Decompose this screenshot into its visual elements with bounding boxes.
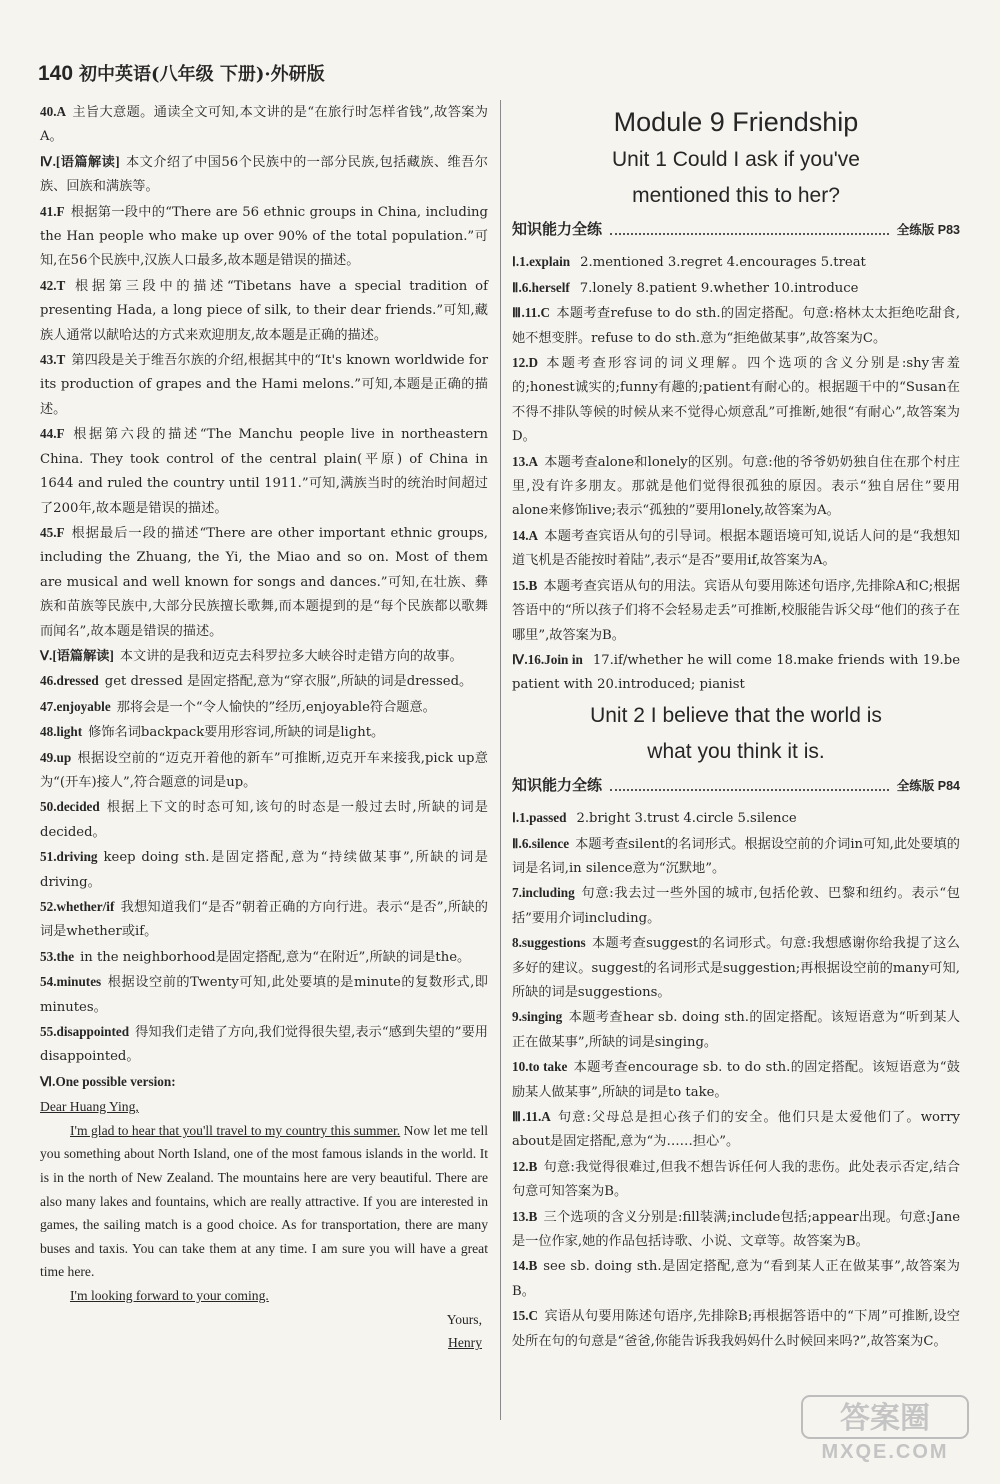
answer-item: 14.B see sb. doing sth.是固定搭配,意为“看到某人正在做某事”,故答案为B。: [512, 1258, 960, 1299]
answer-item: Ⅰ.1.explain 2.mentioned 3.regret 4.encourages 5.treat: [512, 254, 866, 271]
answer-item: 50.decided 根据上下文的时态可知,该句的时态是一般过去时,所缺的词是decided。: [40, 799, 488, 840]
letter-body: I'm glad to hear that you'll travel to my country this summer. Now let me tell you something about North Island, one of the most famous islands in the world. It is in the north of New Zealand. The mountains here are very beautiful. There are also many lakes and fountains, which are really attractive. If you are interested in games, the sailing match is a good choice. As for transportation, there are many buses and taxis. You can take them at any time. I am sure you will have a great time here.: [40, 1122, 489, 1280]
column-divider: [500, 100, 501, 1420]
answer-item: 13.A 本题考查alone和lonely的区别。句意:他的爷爷奶奶独自住在那个村庄里,没有许多朋友。那就是他们觉得很孤独的原因。表示“独自居住”要用alone来修饰live;表示“孤独的”要用lonely,故答案为A。: [512, 453, 960, 519]
module-title: Module 9 Friendship: [613, 107, 859, 137]
answer-item: 12.B 句意:我觉得很难过,但我不想告诉任何人我的悲伤。此处表示否定,结合句意可知答案为B。: [512, 1158, 960, 1200]
answer-item: 44.F 根据第六段的描述“The Manchu people live in northeastern China. They took control of the central plain(平原) of China in 1644 and ruled the country until 1911.”可知,满族当时的统治时间超过了200年,故本题是错误的描述。: [40, 426, 488, 516]
answer-item: 47.enjoyable 那将会是一个“令人愉快的”经历,enjoyable符合题意。: [40, 698, 436, 715]
answer-item: Ⅱ.6.herself 7.lonely 8.patient 9.whether 10.introduce: [512, 279, 859, 296]
answer-item: 10.to take 本题考查encourage sb. to do sth.的固定搭配。该短语意为“鼓励某人做某事”,所缺的词是to take。: [512, 1059, 960, 1100]
answer-item: Ⅰ.1.passed 2.bright 3.trust 4.circle 5.silence: [512, 810, 797, 827]
left-column: [40, 100, 488, 1355]
page-number: 140: [38, 62, 74, 85]
answer-item: Ⅳ.16.Join in 17.if/whether he will come 18.make friends with 19.be patient with 20.introduced; pianist: [512, 651, 960, 693]
unit2-title: Unit 2 I believe that the world is: [590, 703, 882, 727]
answer-item: Ⅲ.11.A 句意:父母总是担心孩子们的安全。他们只是太爱他们了。worry about是固定搭配,意为“为……担心”。: [512, 1109, 960, 1150]
answer-item: Ⅴ.[语篇解读] 本文讲的是我和迈克去科罗拉多大峡谷时走错方向的故事。: [40, 647, 463, 664]
letter-salutation: Dear Huang Ying,: [40, 1099, 139, 1115]
letter-closing-sentence: I'm looking forward to your coming.: [70, 1288, 269, 1303]
letter-signature: Henry: [448, 1335, 482, 1351]
answer-item: 48.light 修饰名词backpack要用形容词,所缺的词是light。: [40, 724, 385, 741]
answer-item: 41.F 根据第一段中的“There are 56 ethnic groups in China, including the Han people who make up over 90% of the total population.”可知,在56个民族中,汉族人口最多,故本题是错误的描述。: [40, 203, 488, 269]
answer-item: 14.A 本题考查宾语从句的引导词。根据本题语境可知,说话人问的是“我想知道飞机是否能按时着陆”,表示“是否”要用if,故答案为A。: [512, 527, 960, 569]
answer-item: 43.T 第四段是关于维吾尔族的介绍,根据其中的“It's known worldwide for its production of grapes and the Hami melons.”可知,本题是正确的描述。: [40, 352, 488, 417]
answer-item: Ⅱ.6.silence 本题考查silent的名词形式。根据设空前的介词in可知,此处要填的词是名词,in silence意为“沉默地”。: [512, 835, 960, 876]
answer-item: 49.up 根据设空前的“迈克开着他的新车”可推断,迈克开车来接我,pick up意为“(开车)接人”,符合题意的词是up。: [40, 749, 488, 790]
answer-item: 45.F 根据最后一段的描述“There are other important ethnic groups, including the Zhuang, the Yi, the Miao and so on. Most of them are musical and well known for songs and dances.”可知,在壮族、彝族和苗族等民族中,大部分民族擅长歌舞,而本题提到的是“每个民族都以歌舞而闻名”,故本题是错误的描述。: [40, 524, 488, 639]
section-header: 知识能力全练 全练版 P84: [512, 776, 960, 794]
right-column: [512, 100, 960, 1354]
answer-item: 51.driving keep doing sth.是固定搭配,意为“持续做某事”,所缺的词是driving。: [40, 849, 488, 890]
answer-item: Ⅲ.11.C 本题考查refuse to do sth.的固定搭配。句意:格林太太拒绝吃甜食,她不想变胖。refuse to do sth.意为“拒绝做某事”,故答案为C。: [512, 305, 961, 346]
answer-item: 42.T 根据第三段中的描述“Tibetans have a special tradition of presenting Hada, a long piece of silk, to their dear friends.”可知,藏族人通常以献哈达的方式来欢迎朋友,故本题是正确的描述。: [40, 277, 488, 343]
answer-item: 8.suggestions 本题考查suggest的名词形式。句意:我想感谢你给我提了这么多好的建议。suggest的名词形式是suggestion;再根据设空前的many可知,所缺的词是suggestions。: [512, 935, 960, 1000]
answer-item: 13.B 三个选项的含义分别是:fill装满;include包括;appear出现。句意:Jane是一位作家,她的作品包括诗歌、小说、文章等。故答案为B。: [512, 1208, 960, 1250]
unit1-title-line2: mentioned this to her?: [632, 184, 840, 207]
answer-item: 55.disappointed 得知我们走错了方向,我们觉得很失望,表示“感到失望的”要用disappointed。: [40, 1024, 488, 1065]
answer-item: 54.minutes 根据设空前的Twenty可知,此处要填的是minute的复数形式,即minutes。: [40, 974, 488, 1015]
answer-item: 15.C 宾语从句要用陈述句语序,先排除B;再根据答语中的“下周”可推断,设空处所在句的句意是“爸爸,你能告诉我我妈妈什么时候回来吗?”,故答案为C。: [512, 1308, 960, 1349]
page-header: [38, 60, 498, 90]
answer-item: 40.A 主旨大意题。通读全文可知,本文讲的是“在旅行时怎样省钱”,故答案为A。: [40, 104, 488, 145]
answer-item: 9.singing 本题考查hear sb. doing sth.的固定搭配。该短语意为“听到某人正在做某事”,所缺的词是singing。: [512, 1009, 960, 1050]
answer-item: 53.the in the neighborhood是固定搭配,意为“在附近”,所缺的词是the。: [40, 948, 471, 965]
watermark-text: 答案圈: [840, 1401, 930, 1436]
answer-item: 7.including 句意:我去过一些外国的城市,包括伦敦、巴黎和纽约。表示“包括”要用介词including。: [512, 885, 960, 926]
section-header: 知识能力全练 全练版 P83: [512, 221, 960, 238]
answer-item: 15.B 本题考查宾语从句的用法。宾语从句要用陈述句语序,先排除A和C;根据答语中的“所以孩子们将不会轻易走丢”可推断,校服能告诉父母“他们的孩子在哪里”,故答案为B。: [512, 577, 960, 643]
answer-item: 52.whether/if 我想知道我们“是否”朝着正确的方向行进。表示“是否”,所缺的词是whether或if。: [40, 899, 488, 940]
unit2-title-line2: what you think it is.: [647, 739, 825, 763]
letter-closing: Yours,: [446, 1311, 482, 1327]
answer-item: 46.dressed get dressed 是固定搭配,意为“穿衣服”,所缺的词是dressed。: [40, 673, 473, 690]
unit1-title: Unit 1 Could I ask if you've: [612, 148, 860, 171]
answer-item: Ⅳ.[语篇解读] 本文介绍了中国56个民族中的一部分民族,包括藏族、维吾尔族、回族和满族等。: [40, 153, 488, 195]
watermark-url: MXQE.COM: [821, 1441, 949, 1463]
writing-label: Ⅵ.One possible version:: [40, 1073, 176, 1089]
book-title: 初中英语(八年级 下册)·外研版: [79, 64, 325, 85]
watermark-logo: [800, 1392, 970, 1464]
answer-item: 12.D 本题考查形容词的词义理解。四个选项的含义分别是:shy害羞的;honest诚实的;funny有趣的;patient有耐心的。根据题干中的“Susan在不得不排队等候的时候从来不觉得心烦意乱”可推断,她很“有耐心”,故答案为D。: [512, 355, 960, 445]
